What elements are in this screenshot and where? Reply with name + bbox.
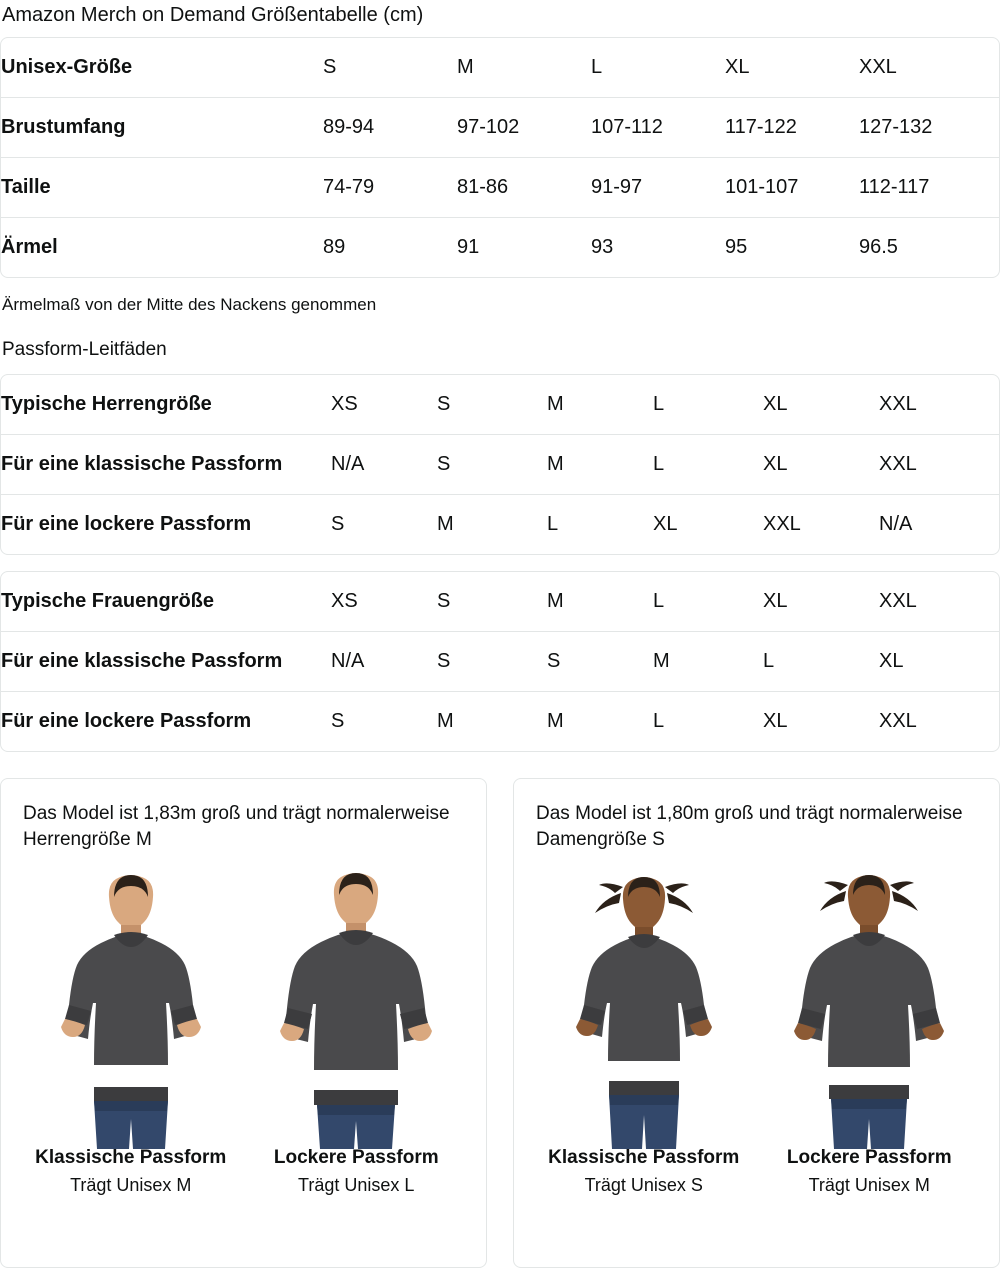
cell-value: L — [591, 38, 725, 98]
cell-value: 95 — [725, 236, 748, 258]
table-row — [1, 218, 999, 278]
cell-value: S — [331, 513, 345, 535]
cell-value: M — [653, 632, 763, 692]
cell-value: S — [437, 375, 547, 435]
womens-fit-table — [0, 571, 1000, 752]
model-item — [249, 869, 465, 1214]
cell-value: XL — [763, 375, 879, 435]
table-row — [1, 495, 999, 555]
fit-name: Klassische Passform — [35, 1147, 227, 1168]
cell-value: L — [763, 632, 879, 692]
row-label: Für eine klassische Passform — [1, 632, 331, 692]
table-row — [1, 98, 999, 158]
table-spacer — [0, 555, 1000, 571]
row-label: Ärmel — [1, 236, 58, 258]
cell-value: 91 — [457, 236, 480, 258]
row-label: Für eine klassische Passform — [1, 435, 331, 495]
fit-name: Lockere Passform — [273, 1147, 439, 1168]
cell-value: M — [457, 38, 591, 98]
table-row — [1, 692, 999, 752]
cell-value: S — [331, 710, 345, 732]
cell-value: N/A — [331, 632, 437, 692]
row-label: Taille — [1, 158, 323, 218]
cell-value: S — [437, 572, 547, 632]
cell-value: M — [437, 513, 454, 535]
cell-value: XXL — [859, 38, 999, 98]
table-row — [1, 632, 999, 692]
cell-value: 89-94 — [323, 98, 457, 158]
cell-value: 127-132 — [859, 98, 999, 158]
model-list — [23, 869, 464, 1214]
page-title: Amazon Merch on Demand Größentabelle (cm) — [2, 4, 424, 26]
cell-value: 89 — [323, 236, 346, 258]
fit-size: Trägt Unisex S — [584, 1175, 703, 1195]
unisex-size-table — [0, 37, 1000, 278]
female-model-classic-fit-illustration — [549, 869, 739, 1139]
model-item — [23, 869, 239, 1214]
cell-value: L — [653, 375, 763, 435]
fit-guides-title: Passform-Leitfäden — [2, 339, 167, 360]
row-label: Für eine lockere Passform — [1, 710, 252, 732]
row-label: Typische Herrengröße — [1, 375, 331, 435]
cell-value: XXL — [879, 435, 999, 495]
cell-value: XXL — [879, 572, 999, 632]
cell-value: M — [437, 710, 454, 732]
female-model-relaxed-fit-illustration — [774, 869, 964, 1139]
cell-value: XXL — [879, 710, 917, 732]
cell-value: S — [547, 632, 653, 692]
model-item — [762, 869, 978, 1214]
table-row — [1, 435, 999, 495]
cell-value: 112-117 — [859, 158, 999, 218]
model-cards — [0, 778, 1000, 1268]
fit-name: Lockere Passform — [786, 1147, 952, 1168]
row-label: Brustumfang — [1, 98, 323, 158]
cell-value: 74-79 — [323, 158, 457, 218]
cell-value: L — [547, 513, 559, 535]
cell-value: XL — [763, 435, 879, 495]
mens-model-card — [0, 778, 487, 1268]
cell-value: XL — [763, 710, 788, 732]
cell-value: L — [653, 572, 763, 632]
cell-value: 117-122 — [725, 98, 859, 158]
cell-value: XS — [331, 572, 437, 632]
cell-value: XXL — [879, 375, 999, 435]
cell-value: M — [547, 572, 653, 632]
fit-size: Trägt Unisex M — [70, 1175, 192, 1195]
cell-value: L — [653, 435, 763, 495]
table-row — [1, 375, 999, 435]
womens-model-card — [513, 778, 1000, 1268]
cell-value: 107-112 — [591, 98, 725, 158]
fit-size: Trägt Unisex L — [298, 1175, 415, 1195]
cell-value: S — [437, 435, 547, 495]
cell-value: 93 — [591, 236, 614, 258]
row-label: Unisex-Größe — [1, 38, 323, 98]
male-model-classic-fit-illustration — [36, 869, 226, 1139]
row-label: Typische Frauengröße — [1, 572, 331, 632]
measurement-note: Ärmelmaß von der Mitte des Nackens genommen — [2, 295, 377, 314]
cell-value: 96.5 — [859, 236, 898, 258]
cell-value: 97-102 — [457, 98, 591, 158]
table-row — [1, 572, 999, 632]
cell-value: XS — [331, 375, 437, 435]
cell-value: S — [323, 38, 457, 98]
fit-name: Klassische Passform — [548, 1147, 740, 1168]
cell-value: XL — [763, 572, 879, 632]
card-caption: Das Model ist 1,80m groß und trägt normalerweise Damengröße S — [536, 803, 963, 850]
table-row — [1, 158, 999, 218]
cell-value: 81-86 — [457, 158, 591, 218]
table-row — [1, 38, 999, 98]
male-model-relaxed-fit-illustration — [261, 869, 451, 1139]
cell-value: XXL — [763, 513, 801, 535]
cell-value: N/A — [879, 513, 913, 535]
cell-value: XL — [879, 632, 999, 692]
mens-fit-table — [0, 374, 1000, 555]
fit-size: Trägt Unisex M — [808, 1175, 930, 1195]
model-list — [536, 869, 977, 1214]
cell-value: XL — [653, 513, 678, 535]
cell-value: L — [653, 710, 665, 732]
row-label: Für eine lockere Passform — [1, 513, 252, 535]
cell-value: S — [437, 632, 547, 692]
cell-value: M — [547, 375, 653, 435]
cell-value: 101-107 — [725, 158, 859, 218]
cell-value: M — [547, 710, 564, 732]
model-item — [536, 869, 752, 1214]
cell-value: XL — [725, 38, 859, 98]
cell-value: N/A — [331, 435, 437, 495]
card-caption: Das Model ist 1,83m groß und trägt normalerweise Herrengröße M — [23, 803, 450, 850]
cell-value: M — [547, 435, 653, 495]
cell-value: 91-97 — [591, 158, 725, 218]
